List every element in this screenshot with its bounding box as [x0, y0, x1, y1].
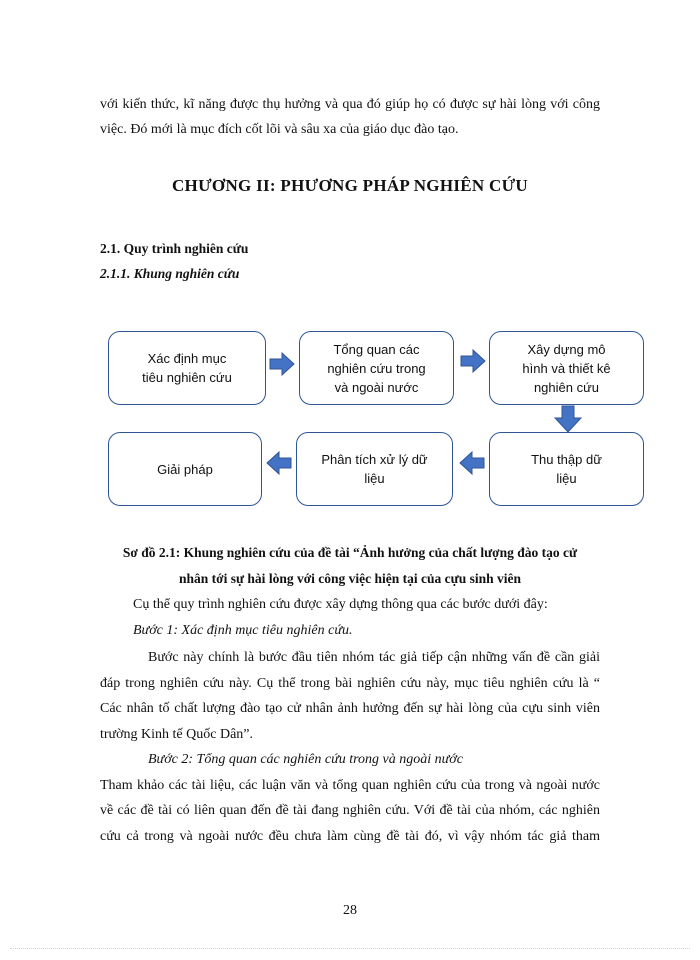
step-label-4: Thu thập dữ liệu: [531, 452, 602, 486]
page-number: 28: [343, 903, 357, 918]
body-paragraph-2-line-3: Các nhân tố chất lượng đào tạo cử nhân ảnh hưởng đến sự hài lòng của cựu sinh viên: [100, 701, 600, 716]
step-box-literature-review: [299, 331, 454, 405]
step-label-6: Giải pháp: [157, 461, 213, 477]
arrow-right-icon: [460, 349, 486, 373]
arrow-right-icon: [269, 352, 295, 376]
step-box-model-design: [489, 331, 644, 405]
step-label-1: Xác định mục tiêu nghiên cứu: [142, 351, 232, 385]
step-label-3: Xây dựng mô hình và thiết kê nghiên cứu: [522, 341, 611, 395]
subsection-heading: 2.1.1. Khung nghiên cứu: [100, 266, 240, 281]
body-paragraph-3-line-2: về các đề tài có liên quan đến đề tài đang nghiên cứu. Với đề tài của nhóm, các nghiên: [100, 803, 600, 818]
body-paragraph-2-line-2: đáp trong nghiên cứu này. Cụ thể trong bài nghiên cứu này, mục tiêu nghiên cứu là “: [100, 676, 600, 691]
section-heading: 2.1. Quy trình nghiên cứu: [100, 241, 249, 256]
intro-line-1: với kiến thức, kĩ năng được thụ hưởng và qua đó giúp họ có được sự hài lòng với công: [100, 97, 600, 112]
figure-caption-line-2: nhân tới sự hài lòng với công việc hiện tại của cựu sinh viên: [178, 571, 522, 586]
body-paragraph-1: Cụ thể quy trình nghiên cứu được xây dựng thông qua các bước dưới đây:: [133, 597, 548, 612]
arrow-left-icon: [266, 451, 292, 475]
body-paragraph-2-line-1: Bước này chính là bước đầu tiên nhóm tác giả tiếp cận những vấn đề cần giải: [148, 650, 600, 665]
step-label-2: Tổng quan các nghiên cứu trong và ngoài nước: [327, 341, 426, 395]
body-paragraph-2-line-4: trường Kinh tế Quốc Dân”.: [100, 727, 254, 742]
intro-line-2: việc. Đó mới là mục đích cốt lõi và sâu xa của giáo dục đào tạo.: [100, 122, 459, 137]
chapter-title: CHƯƠNG II: PHƯƠNG PHÁP NGHIÊN CỨU: [171, 176, 529, 195]
step-box-data-analysis: [296, 432, 453, 506]
step-box-data-collection: [489, 432, 644, 506]
figure-caption-line-1: Sơ đồ 2.1: Khung nghiên cứu của đề tài “Ảnh hưởng của chất lượng đào tạo cử: [122, 545, 578, 560]
step-box-solutions: [108, 432, 262, 506]
step-box-define-objectives: [108, 331, 266, 405]
step-2-heading: Bước 2: Tổng quan các nghiên cứu trong và ngoài nước: [148, 752, 463, 767]
step-label-5: Phân tích xử lý dữ liệu: [321, 452, 428, 486]
body-paragraph-3-line-1: Tham khảo các tài liệu, các luận văn và tổng quan nghiên cứu của trong và ngoài nước: [100, 778, 600, 793]
arrow-left-icon: [459, 451, 485, 475]
body-paragraph-3-line-3: cứu cả trong và ngoài nước đều chưa làm cùng đề tài đó, vì vậy nhóm tác giả tham: [100, 829, 600, 844]
page-bottom-rule: [10, 948, 690, 949]
arrow-down-icon: [554, 405, 582, 433]
step-1-heading: Bước 1: Xác định mục tiêu nghiên cứu.: [133, 623, 353, 638]
